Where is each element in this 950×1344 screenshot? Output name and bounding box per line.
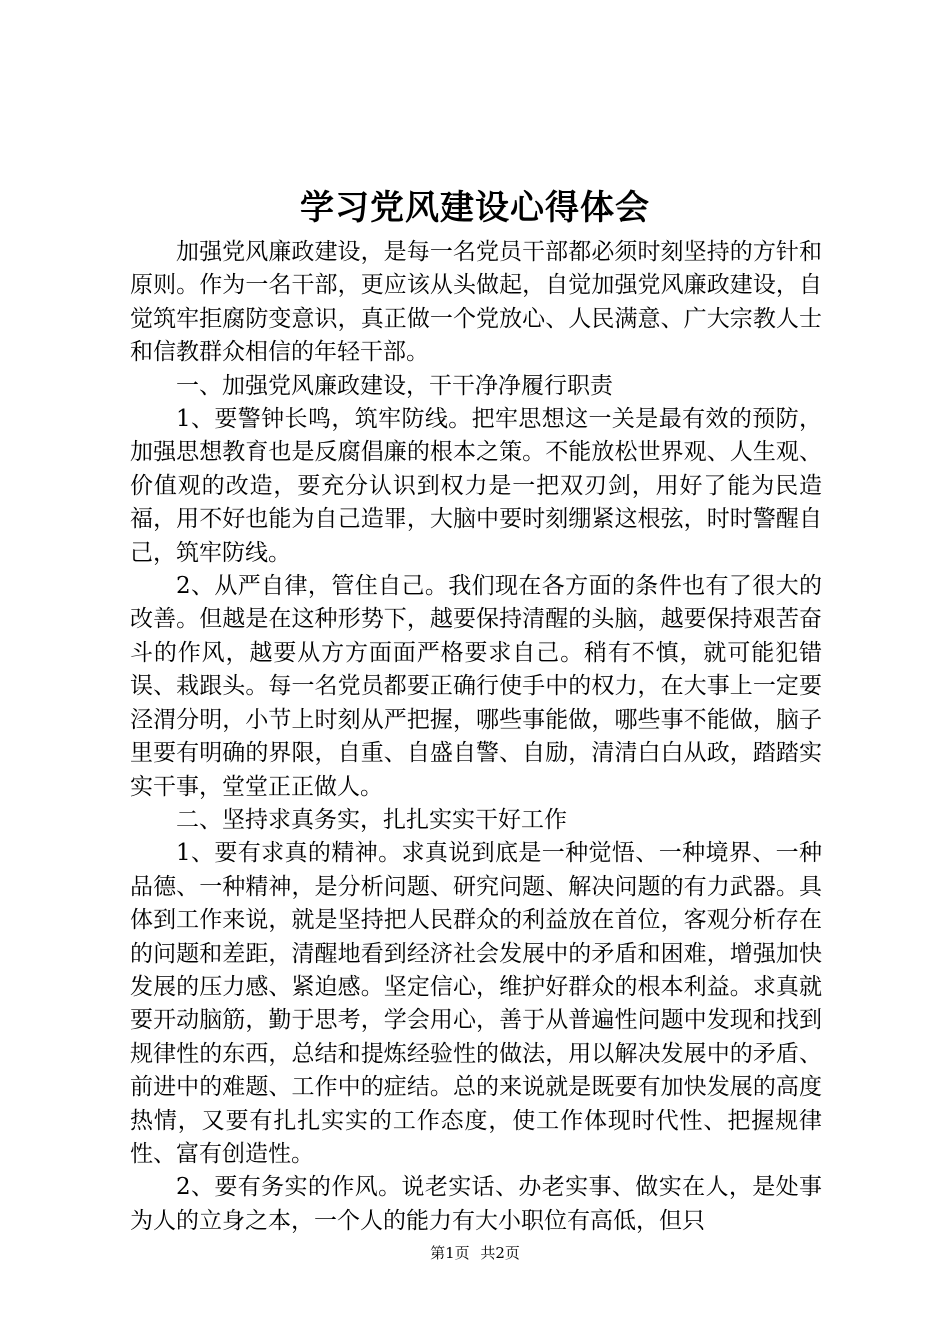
paragraph-2-2: 2、要有务实的作风。说老实话、办老实事、做实在人，是处事为人的立身之本，一个人的能力有大小职位有高低，但只 [130,1174,822,1234]
paragraph-1-1: 1、要警钟长鸣，筑牢防线。把牢思想这一关是最有效的预防，加强思想教育也是反腐倡廉的根本之策。不能放松世界观、人生观、价值观的改造，要充分认识到权力是一把双刃剑，用好了能为民造福，用不好也能为自己造罪，大脑中要时刻绷紧这根弦，时时警醒自己，筑牢防线。 [130,406,822,566]
document-body [130,236,822,1238]
paragraph-2-1: 1、要有求真的精神。求真说到底是一种觉悟、一种境界、一种品德、一种精神，是分析问题、研究问题、解决问题的有力武器。具体到工作来说，就是坚持把人民群众的利益放在首位，客观分析存在的问题和差距，清醒地看到经济社会发展中的矛盾和困难，增强加快发展的压力感、紧迫感。坚定信心，维护好群众的根本利益。求真就要开动脑筋，勤于思考，学会用心，善于从普遍性问题中发现和找到规律性的东西，总结和提炼经验性的做法，用以解决发展中的矛盾、前进中的难题、工作中的症结。总的来说就是既要有加快发展的高度热情，又要有扎扎实实的工作态度，使工作体现时代性、把握规律性、富有创造性。 [130,840,822,1167]
page-footer [0,1243,950,1263]
paragraph-1-2: 2、从严自律，管住自己。我们现在各方面的条件也有了很大的改善。但越是在这种形势下，越要保持清醒的头脑，越要保持艰苦奋斗的作风，越要从方方面面严格要求自己。稍有不慎，就可能犯错误、栽跟头。每一名党员都要正确行使手中的权力，在大事上一定要泾渭分明，小节上时刻从严把握，哪些事能做，哪些事不能做，脑子里要有明确的界限，自重、自盛自警、自励，清清白白从政，踏踏实实干事，堂堂正正做人。 [130,573,822,800]
document-title: 学习党风建设心得体会 [300,188,650,228]
page-number-total: 共2页 [480,1244,520,1262]
section-heading-1: 一、加强党风廉政建设，干干净净履行职责 [176,372,613,399]
section-heading-2: 二、坚持求真务实，扎扎实实干好工作 [176,806,567,833]
paragraph-intro: 加强党风廉政建设，是每一名党员干部都必须时刻坚持的方针和原则。作为一名干部，更应该从头做起，自觉加强党风廉政建设，自觉筑牢拒腐防变意识，真正做一个党放心、人民满意、广大宗教人士和信教群众相信的年轻干部。 [130,239,822,366]
page-number-current: 第1页 [430,1244,470,1262]
